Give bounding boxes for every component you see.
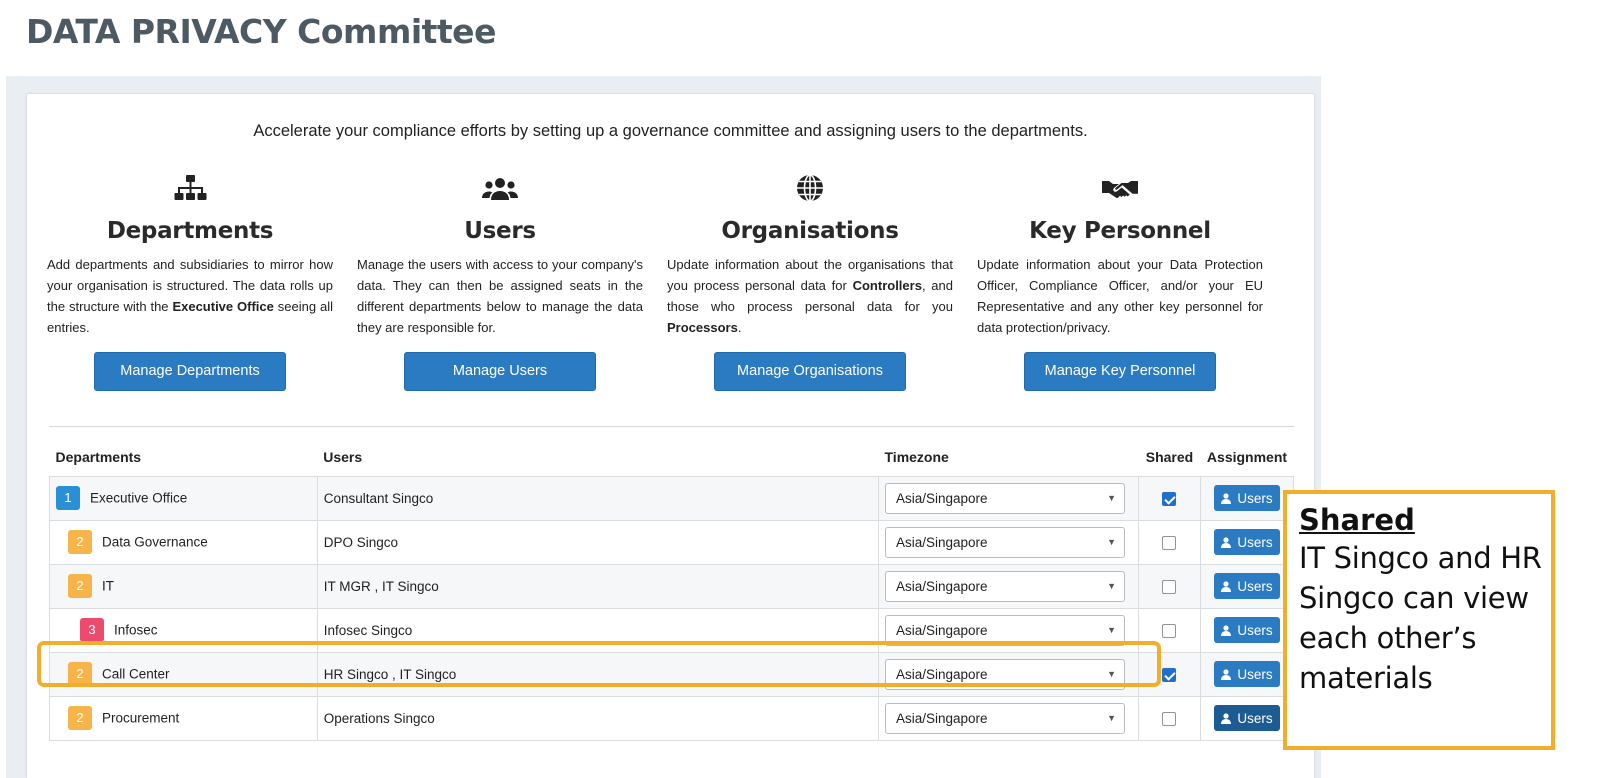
- shared-checkbox[interactable]: [1162, 492, 1176, 506]
- assign-users-label: Users: [1237, 622, 1273, 638]
- table-row: [50, 476, 1294, 520]
- level-badge: 3: [80, 618, 104, 642]
- timezone-select[interactable]: [885, 527, 1125, 558]
- shared-cell: [1138, 608, 1200, 652]
- timezone-select[interactable]: [885, 615, 1125, 646]
- assign-users-button[interactable]: [1214, 705, 1280, 731]
- user-icon: [1221, 493, 1231, 504]
- department-name[interactable]: IT: [102, 578, 114, 594]
- feature-key-personnel: [977, 169, 1263, 391]
- department-name[interactable]: Data Governance: [102, 534, 208, 550]
- level-badge: 2: [68, 530, 92, 554]
- page-title: DATA PRIVACY Committee: [26, 12, 496, 51]
- assign-users-button[interactable]: [1214, 573, 1280, 599]
- timezone-cell: [879, 476, 1139, 520]
- manage-key-personnel-button[interactable]: Manage Key Personnel: [1024, 352, 1216, 391]
- timezone-select[interactable]: [885, 703, 1125, 734]
- assign-users-label: Users: [1237, 490, 1273, 506]
- table-row: [50, 564, 1294, 608]
- shared-checkbox[interactable]: [1162, 624, 1176, 638]
- feature-title: Key Personnel: [1029, 218, 1211, 244]
- timezone-select[interactable]: [885, 659, 1125, 690]
- department-name[interactable]: Call Center: [102, 666, 170, 682]
- users-cell: HR Singco , IT Singco: [317, 652, 878, 696]
- users-cell: Consultant Singco: [317, 476, 878, 520]
- user-icon: [1221, 581, 1231, 592]
- timezone-select[interactable]: [885, 571, 1125, 602]
- header-users[interactable]: Users: [323, 449, 363, 466]
- assign-users-label: Users: [1237, 534, 1273, 550]
- assignment-cell: [1200, 520, 1293, 564]
- feature-description: Update information about the organisations that you process personal data for Controllers, and those who process personal data for you Processors.: [667, 257, 953, 335]
- timezone-cell: [879, 652, 1139, 696]
- table-header-row: [50, 439, 1294, 476]
- feature-description: Add departments and subsidiaries to mirror how your organisation is structured. The data rolls up the structure with the Executive Office seeing all entries.: [47, 257, 334, 335]
- shared-checkbox[interactable]: [1162, 712, 1176, 726]
- header-assignment[interactable]: Assignment: [1206, 449, 1288, 466]
- shared-checkbox[interactable]: [1162, 536, 1176, 550]
- chevron-down-icon: ▼: [1107, 669, 1116, 679]
- header-timezone[interactable]: Timezone: [884, 449, 949, 466]
- department-name[interactable]: Executive Office: [90, 490, 188, 506]
- user-icon: [1221, 537, 1231, 548]
- users-cell: Operations Singco: [317, 696, 878, 740]
- table-row: [50, 652, 1294, 696]
- timezone-cell: [879, 520, 1139, 564]
- assign-users-label: Users: [1237, 710, 1273, 726]
- level-badge: 2: [68, 706, 92, 730]
- timezone-value: Asia/Singapore: [896, 666, 988, 682]
- timezone-value: Asia/Singapore: [896, 622, 988, 638]
- assignment-cell: [1200, 696, 1293, 740]
- annotation-title: Shared: [1299, 503, 1415, 537]
- assign-users-label: Users: [1237, 666, 1273, 682]
- department-name[interactable]: Infosec: [114, 622, 158, 638]
- user-icon: [1221, 625, 1231, 636]
- committee-card: [26, 93, 1315, 778]
- level-badge: 2: [68, 662, 92, 686]
- table-row: [50, 608, 1294, 652]
- shared-cell: [1138, 564, 1200, 608]
- feature-title: Departments: [106, 218, 274, 244]
- users-cell: Infosec Singco: [317, 608, 878, 652]
- feature-title: Users: [464, 218, 536, 244]
- shared-checkbox[interactable]: [1162, 580, 1176, 594]
- chevron-down-icon: ▼: [1107, 493, 1116, 503]
- users-icon: [480, 169, 520, 209]
- shared-annotation-box: [1283, 490, 1555, 750]
- sitemap-icon: [170, 169, 210, 209]
- feature-organisations: [667, 169, 953, 391]
- chevron-down-icon: ▼: [1107, 581, 1116, 591]
- department-cell: [50, 608, 318, 652]
- shared-cell: [1138, 520, 1200, 564]
- assignment-cell: [1200, 476, 1293, 520]
- shared-cell: [1138, 696, 1200, 740]
- feature-title: Organisations: [721, 218, 899, 244]
- annotation-body: IT Singco and HR Singco can view each other’s materials: [1299, 541, 1542, 695]
- user-icon: [1221, 669, 1231, 680]
- feature-description: Manage the users with access to your company's data. They can then be assigned seats in the different departments below to manage the data they are responsible for.: [357, 257, 643, 335]
- timezone-select[interactable]: [885, 483, 1125, 514]
- level-badge: 2: [68, 574, 92, 598]
- manage-users-button[interactable]: Manage Users: [404, 352, 596, 391]
- user-icon: [1221, 713, 1231, 724]
- chevron-down-icon: ▼: [1107, 537, 1116, 547]
- intro-text: Accelerate your compliance efforts by setting up a governance committee and assigning users to the departments.: [253, 122, 1088, 140]
- departments-table: [49, 439, 1294, 741]
- assign-users-label: Users: [1237, 578, 1273, 594]
- globe-icon: [790, 169, 830, 209]
- feature-departments: [47, 169, 333, 391]
- timezone-value: Asia/Singapore: [896, 534, 988, 550]
- timezone-value: Asia/Singapore: [896, 710, 988, 726]
- timezone-value: Asia/Singapore: [896, 578, 988, 594]
- feature-users: [357, 169, 643, 391]
- assignment-cell: [1200, 608, 1293, 652]
- assignment-cell: [1200, 652, 1293, 696]
- chevron-down-icon: ▼: [1107, 625, 1116, 635]
- assign-users-button[interactable]: [1214, 617, 1280, 643]
- handshake-icon: [1100, 169, 1140, 209]
- timezone-cell: [879, 696, 1139, 740]
- table-row: [50, 520, 1294, 564]
- manage-organisations-button[interactable]: Manage Organisations: [714, 352, 906, 391]
- chevron-down-icon: ▼: [1107, 713, 1116, 723]
- department-name[interactable]: Procurement: [102, 710, 180, 726]
- header-departments[interactable]: Departments: [55, 449, 142, 466]
- header-shared[interactable]: Shared: [1145, 449, 1194, 466]
- manage-departments-button[interactable]: Manage Departments: [94, 352, 286, 391]
- users-cell: IT MGR , IT Singco: [317, 564, 878, 608]
- timezone-cell: [879, 608, 1139, 652]
- table-row: [50, 696, 1294, 740]
- assign-users-button[interactable]: [1214, 529, 1280, 555]
- assignment-cell: [1200, 564, 1293, 608]
- level-badge: 1: [56, 486, 80, 510]
- shared-cell: [1138, 652, 1200, 696]
- department-cell: [50, 696, 318, 740]
- shared-cell: [1138, 476, 1200, 520]
- department-cell: [50, 520, 318, 564]
- department-cell: [50, 476, 318, 520]
- assign-users-button[interactable]: [1214, 661, 1280, 687]
- assign-users-button[interactable]: [1214, 485, 1280, 511]
- timezone-value: Asia/Singapore: [896, 490, 988, 506]
- department-cell: [50, 564, 318, 608]
- section-divider: [49, 426, 1294, 427]
- users-cell: DPO Singco: [317, 520, 878, 564]
- feature-description: Update information about your Data Protection Officer, Compliance Officer, and/or your EU Representative and any other key personnel for data protection/privacy.: [977, 257, 1263, 335]
- timezone-cell: [879, 564, 1139, 608]
- department-cell: [50, 652, 318, 696]
- shared-checkbox[interactable]: [1162, 668, 1176, 682]
